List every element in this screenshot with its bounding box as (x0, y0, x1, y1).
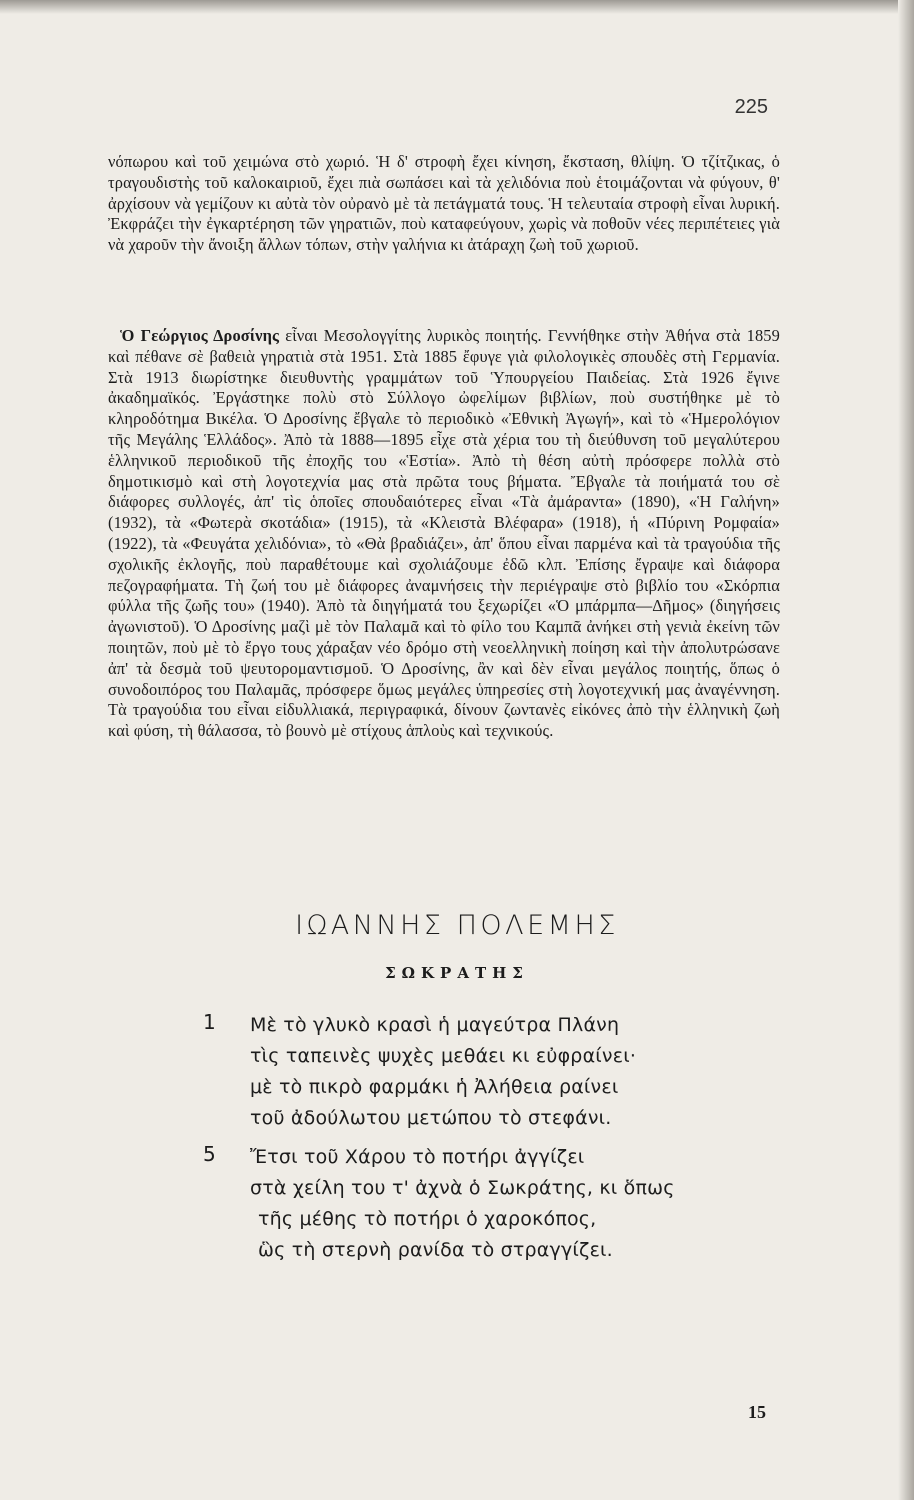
paragraph-drosinis-bio (108, 326, 780, 742)
verse-number: 5 (203, 1142, 216, 1166)
verse-number: 1 (203, 1010, 216, 1034)
folio-number: 15 (748, 1402, 766, 1422)
poem-line: στὰ χείλη του τ' ἀχνὰ ὁ Σωκράτης, κι ὅπως (250, 1177, 675, 1199)
poem-line: τὶς ταπεινὲς ψυχὲς μεθάει κι εὐφραίνει· (250, 1045, 637, 1067)
poem-line: ὣς τὴ στερνὴ ρανίδα τὸ στραγγίζει. (258, 1239, 613, 1261)
paragraph-drosinis-body: εἶναι Μεσολογγίτης λυρικὸς ποιητής. Γεννήθηκε στὴν Ἀθήνα στὰ 1859 καὶ πέθανε σὲ βαθειὰ γηρατιὰ στὰ 1951. Στὰ 1885 ἔφυγε γιὰ φιλολογικὲς σπουδὲς στὴ Γερμανία. Στὰ 1913 διωρίστηκε διευθυντὴς γραμμάτων τοῦ Ὑπουργείου Παιδείας. Στὰ 1926 ἔγινε ἀκαδημαϊκός. Ἐργάστηκε πολὺ στὸ Σύλλογο ὠφελίμων βιβλίων, ποὺ συστήθηκε μὲ τὸ κληροδότημα Βικέλα. Ὁ Δροσίνης ἔβγαλε τὸ περιοδικὸ «Ἐθνικὴ Ἀγωγή», καὶ τὸ «Ἡμερολόγιον τῆς Μεγάλης Ἑλλάδος». Ἀπὸ τὰ 1888—1895 εἶχε στὰ χέρια του τὴ διεύθυνση τοῦ μεγαλύτερου ἑλληνικοῦ περιοδικοῦ τῆς ἐποχῆς του «Ἑστία». Ἀπὸ τὴ θέση αὐτὴ πρόσφερε πολλὰ στὸ δημοτικισμὸ καὶ στὴ λογοτεχνία μας στὰ πρῶτα τους βήματα. Ἔβγαλε τὰ ποιήματά του σὲ διάφορες συλλογές, ἀπ' τὶς ὁποῖες σπουδαιότερες εἶναι «Τὰ ἀμάραντα» (1890), «Ἡ Γαλήνη» (1932), τὰ «Φωτερὰ σκοτάδια» (1915), τὰ «Κλειστὰ Βλέφαρα» (1918), ἡ «Πύρινη Ρομφαία» (1922), τὰ «Φευγάτα χελιδόνια», τὸ «Θὰ βραδιάζει», ἀπ' ὅπου εἶναι παρμένα καὶ τὰ τραγούδια τῆς σχολικῆς ἐκλογῆς, ποὺ παραθέτουμε καὶ σχολιάζουμε ἐδῶ κλπ. Ἐπίσης ἔγραψε καὶ διάφορα πεζογραφήματα. Τὴ ζωή του μὲ διάφορες ἀναμνήσεις τὴν περιέγραψε στὸ βιβλίο του «Σκόρπια φύλλα τῆς ζωῆς του» (1940). Ἀπὸ τὰ διηγήματά του ξεχωρίζει «Ὁ μπάρμπα—Δῆμος» (διηγήσεις ἀγωνιστοῦ). Ὁ Δροσίνης μαζὶ μὲ τὸν Παλαμᾶ καὶ τὸ φίλο του Καμπᾶ ἀνήκει στὴ γενιὰ ἐκείνη τῶν ποιητῶν, ποὺ μὲ τὸ ἔργο τους χάραξαν νέο δρόμο στὴ νεοελληνικὴ ποίηση καὶ τὴν ἀπολυτρώσανε ἀπ' τὰ δεσμὰ τοῦ ψευτορομαντισμοῦ. Ὁ Δροσίνης, ἂν καὶ δὲν εἶναι μεγάλος ποιητής, ὅπως ὁ συνοδοιπόρος του Παλαμᾶς, πρόσφερε ὅμως μεγάλες ὑπηρεσίες στὴ λογοτεχνική μας ἀναγέννηση. Τὰ τραγούδια του εἶναι εἰδυλλιακά, περιγραφικά, δίνουν ζωντανὲς εἰκόνες ἀπὸ τὴν ἑλληνικὴ ζωὴ καὶ φύση, τὴ θάλασσα, τὸ βουνὸ μὲ στίχους ἁπλοὺς καὶ τεχνικούς. (108, 326, 780, 741)
poem-author-heading: ΙΩΑΝΝΗΣ ΠΟΛΕΜΗΣ (295, 910, 619, 941)
author-name-bold: Ὁ Γεώργιος Δροσίνης (120, 326, 280, 345)
poem-line: Ἔτσι τοῦ Χάρου τὸ ποτήρι ἀγγίζει (250, 1146, 585, 1168)
page-number: 225 (734, 96, 768, 118)
poem-title: ΣΩΚΡΑΤΗΣ (385, 964, 529, 982)
paragraph-commentary (108, 152, 780, 256)
poem-line: τοῦ ἀδούλωτου μετώπου τὸ στεφάνι. (250, 1107, 612, 1129)
poem-line: μὲ τὸ πικρὸ φαρμάκι ἡ Ἀλήθεια ραίνει (250, 1076, 619, 1098)
stanza-lines (250, 1142, 675, 1266)
page-edge-shadow (898, 0, 914, 1500)
poem-line: Μὲ τὸ γλυκὸ κρασὶ ἡ μαγεύτρα Πλάνη (250, 1014, 620, 1036)
page-top-shadow (0, 0, 914, 14)
poem-line: τῆς μέθης τὸ ποτήρι ὁ χαροκόπος, (258, 1208, 597, 1230)
paragraph-commentary-text: νόπωρου καὶ τοῦ χειμώνα στὸ χωριό. Ἡ δ' στροφὴ ἔχει κίνηση, ἔκσταση, θλίψη. Ὁ τζίτζικας, ὁ τραγουδιστὴς τοῦ καλοκαιριοῦ, ἔχει πιὰ σωπάσει καὶ τὰ χελιδόνια ποὺ ἑτοιμάζονται νὰ φύγουν, θ' ἀρχίσουν νὰ γεμίζουν κι αὐτὰ τὸν οὐρανὸ μὲ τὰ πετάγματά τους. Ἡ τελευταία στροφὴ εἶναι λυρική. Ἐκφράζει τὴν ἐγκαρτέρηση τῶν γηρατιῶν, ποὺ καταφεύγουν, χωρὶς νὰ ποθοῦν νέες περιπέτειες γιὰ νὰ χαροῦν τὴν ἄνοιξη ἄλλων τόπων, στὴν γαλήνια κι ἀτάραχη ζωὴ τοῦ χωριοῦ. (108, 152, 780, 255)
stanza-lines (250, 1010, 636, 1134)
paragraph-drosinis-text (108, 326, 780, 742)
